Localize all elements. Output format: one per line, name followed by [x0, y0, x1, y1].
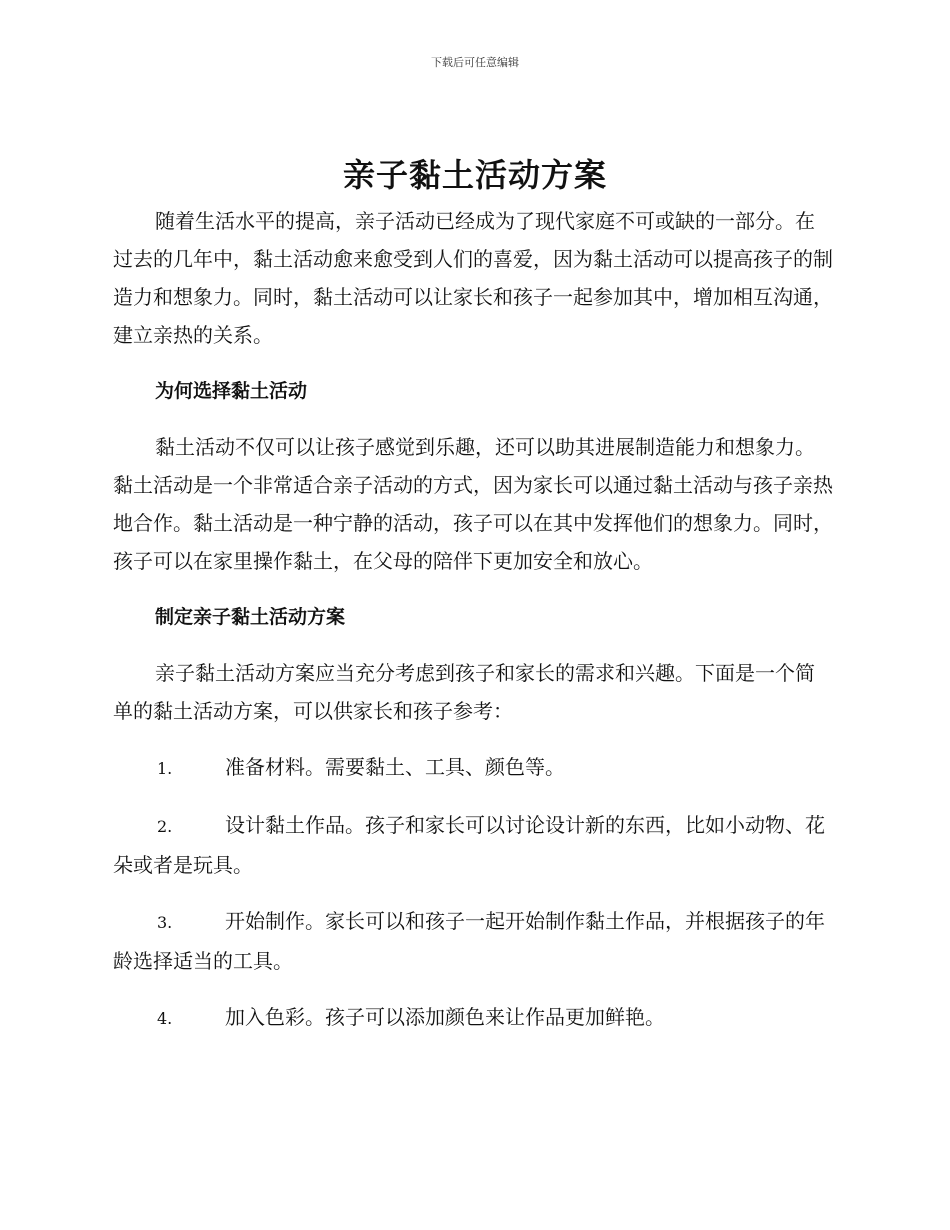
- page-header-note: 下载后可任意编辑: [431, 56, 519, 69]
- list-number: 2.: [157, 817, 173, 836]
- section-heading-why-clay: 为何选择黏土活动: [155, 380, 308, 402]
- spacer: [113, 636, 833, 654]
- list-number: 4.: [157, 1009, 173, 1028]
- spacer: [113, 788, 833, 806]
- spacer: [113, 884, 833, 902]
- list-text: 开始制作。家长可以和孩子一起开始制作黏土作品，并根据孩子的年龄选择适当的工具。: [113, 909, 825, 973]
- spacer: [113, 580, 833, 598]
- list-item: [113, 998, 833, 1038]
- list-number: 1.: [157, 759, 173, 778]
- section-paragraph-why-clay: 黏土活动不仅可以让孩子感觉到乐趣，还可以助其进展制造能力和想象力。黏土活动是一个非常适合亲子活动的方式，因为家长可以通过黏土活动与孩子亲热地合作。黏土活动是一种宁静的活动，孩子可以在其中发挥他们的想象力。同时，孩子可以在家里操作黏土，在父母的陪伴下更加安全和放心。: [113, 435, 833, 573]
- list-text: 设计黏土作品。孩子和家长可以讨论设计新的东西，比如小动物、花朵或者是玩具。: [113, 813, 825, 877]
- list-item: [113, 806, 833, 884]
- intro-paragraph: 随着生活水平的提高，亲子活动已经成为了现代家庭不可或缺的一部分。在过去的几年中，黏土活动愈来愈受到人们的喜爱，因为黏土活动可以提高孩子的制造力和想象力。同时，黏土活动可以让家长和孩子一起参加其中，增加相互沟通，建立亲热的关系。: [113, 209, 833, 347]
- list-text: 准备材料。需要黏土、工具、颜色等。: [225, 755, 565, 779]
- list-text: 加入色彩。孩子可以添加颜色来让作品更加鲜艳。: [225, 1005, 665, 1029]
- list-number: 3.: [157, 913, 173, 932]
- spacer: [113, 354, 833, 372]
- spacer: [113, 410, 833, 428]
- section-paragraph-plan: 亲子黏土活动方案应当充分考虑到孩子和家长的需求和兴趣。下面是一个简单的黏土活动方案，可以供家长和孩子参考：: [113, 661, 815, 723]
- list-item: [113, 902, 833, 980]
- list-item: [113, 748, 833, 788]
- spacer: [113, 730, 833, 748]
- document-body: [113, 202, 833, 1038]
- document-title: 亲子黏土活动方案: [342, 156, 607, 194]
- spacer: [113, 980, 833, 998]
- section-heading-plan: 制定亲子黏土活动方案: [155, 606, 346, 628]
